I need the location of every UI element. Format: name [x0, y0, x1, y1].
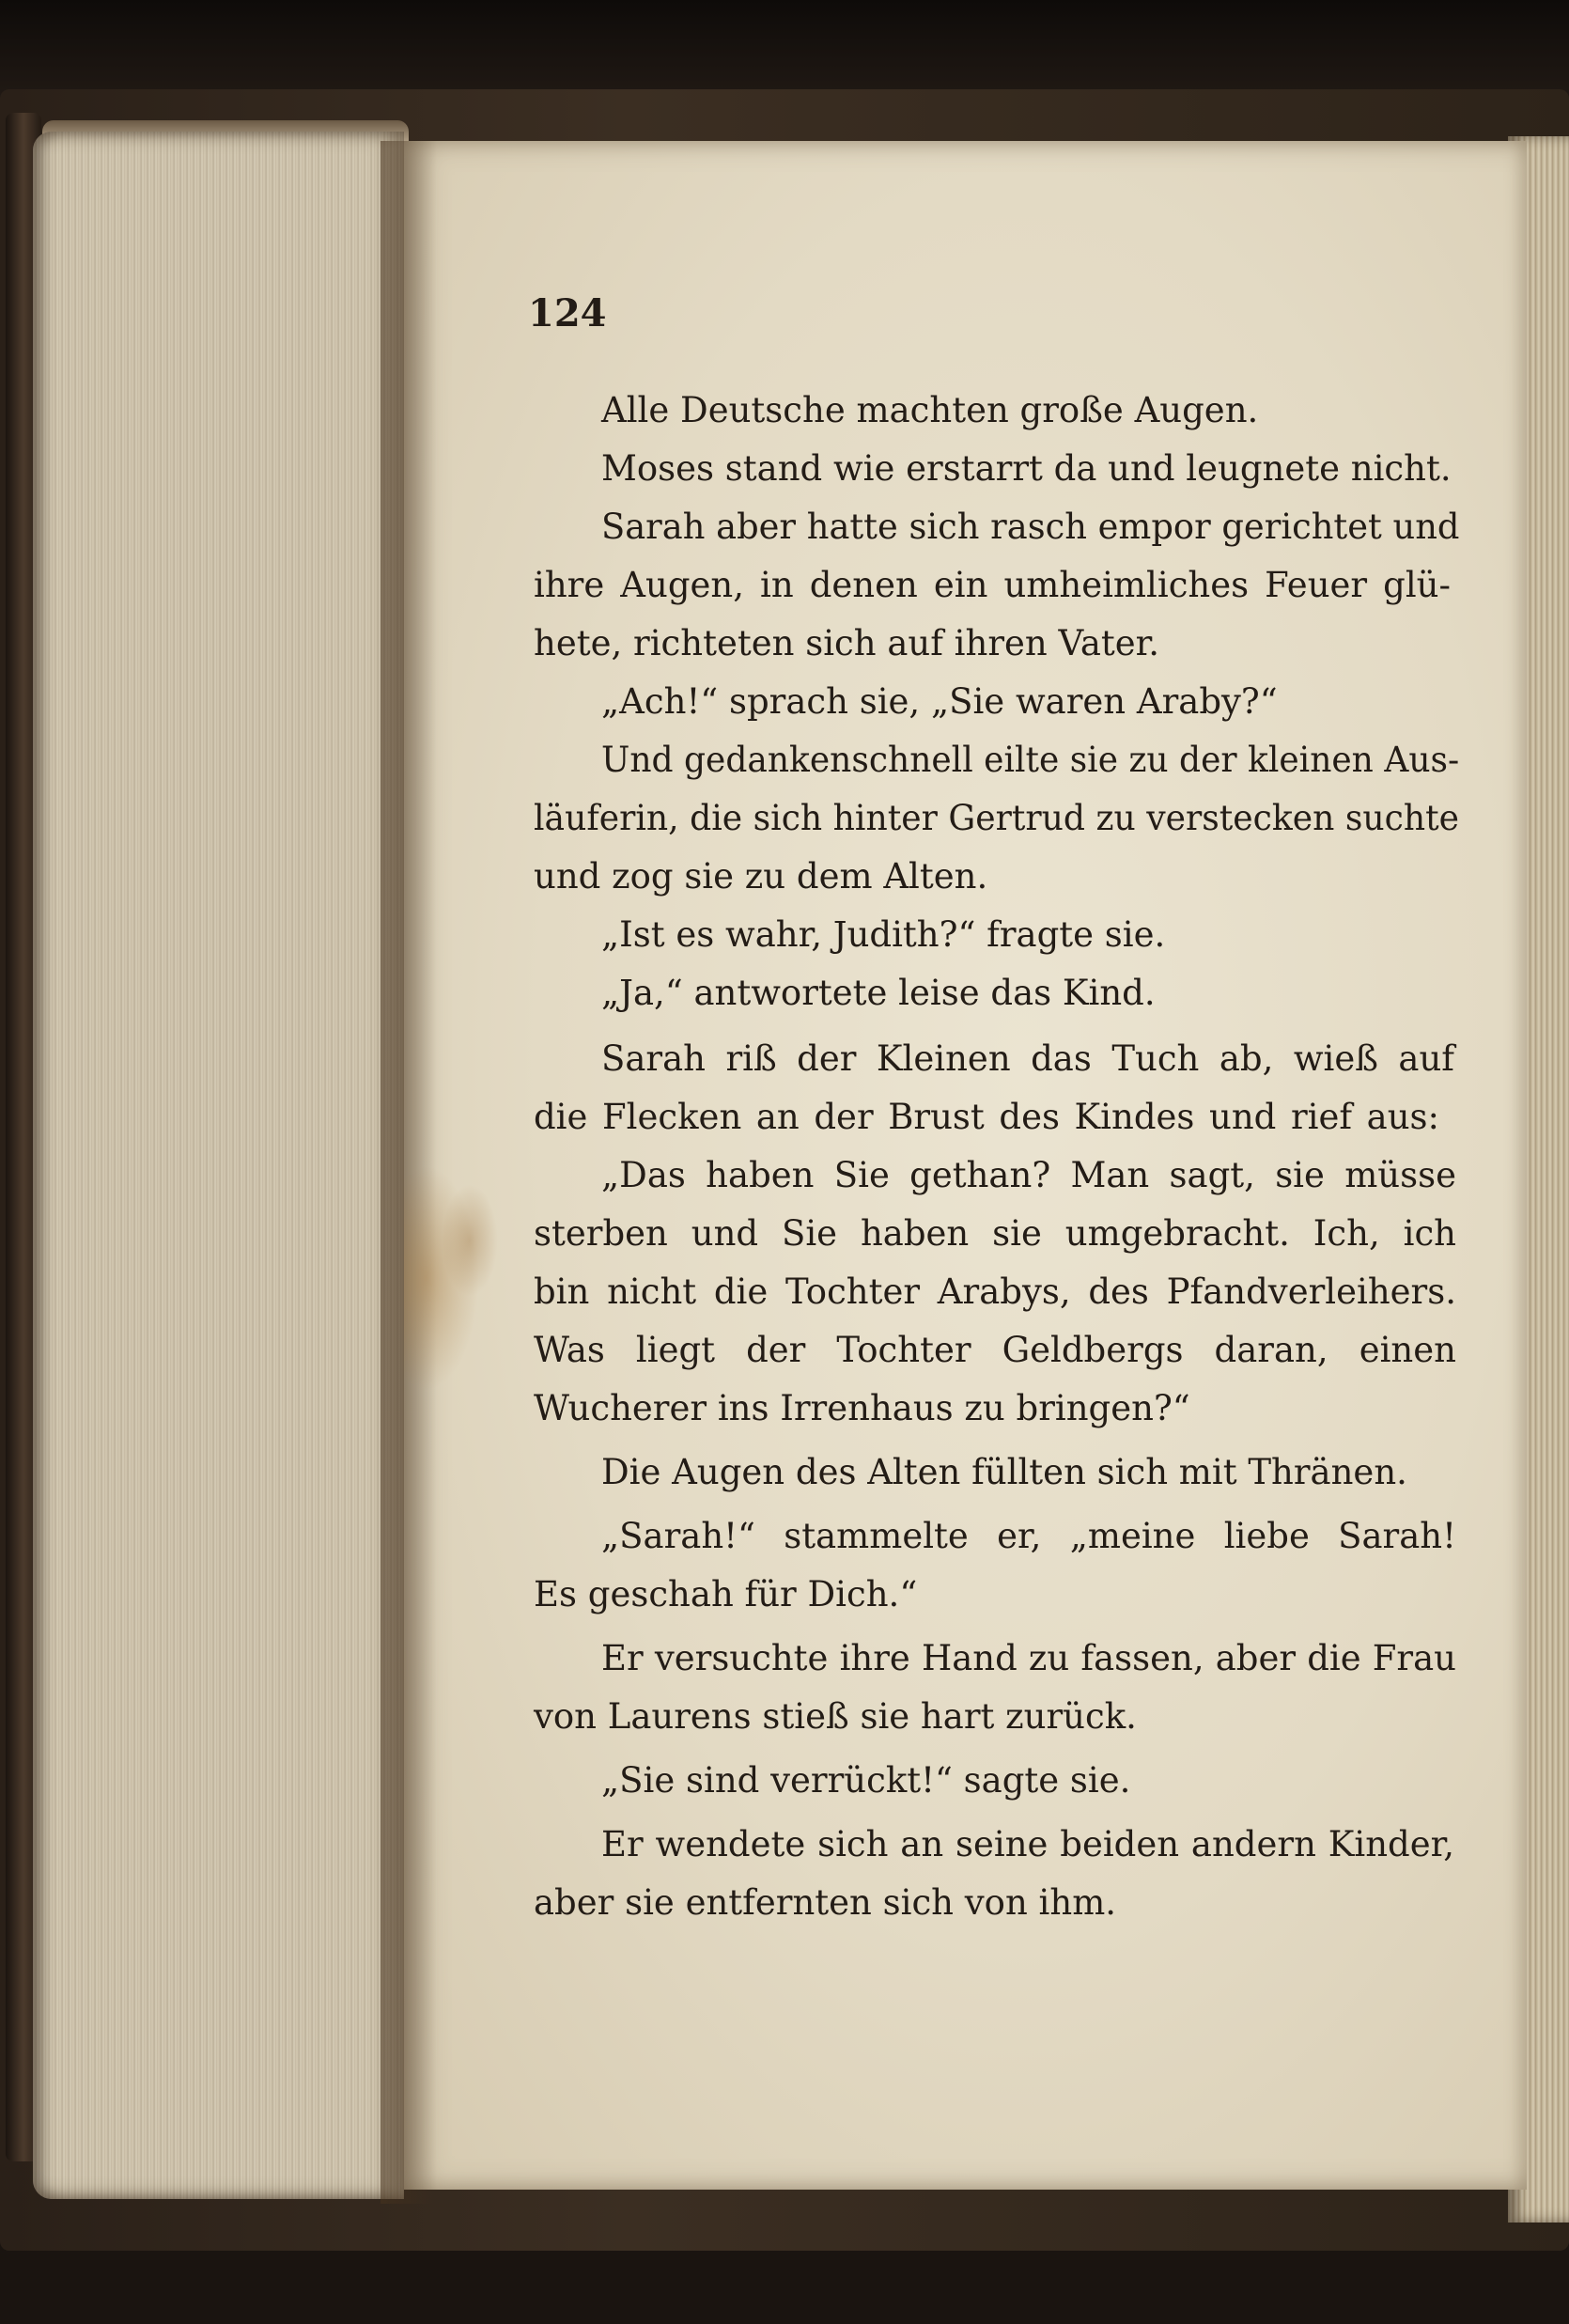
text-line: Moses stand wie erstarrt da und leugnete nicht. — [601, 448, 1452, 489]
text-line: Wucherer ins Irrenhaus zu bringen?“ — [534, 1388, 1190, 1428]
text-line: Er wendete sich an seine beiden andern Kinder, — [601, 1824, 1454, 1864]
page-stack-edge — [33, 132, 404, 2199]
text-line: Was liegt der Tochter Geldbergs daran, einen — [534, 1330, 1456, 1370]
text-line: „Sie sind verrückt!“ sagte sie. — [601, 1760, 1131, 1801]
text-line: sterben und Sie haben sie umgebracht. Ich, ich — [534, 1213, 1456, 1254]
text-line: hete, richteten sich auf ihren Vater. — [534, 623, 1160, 663]
text-line: Er versuchte ihre Hand zu fassen, aber die Frau — [601, 1638, 1456, 1678]
text-line: und zog sie zu dem Alten. — [534, 856, 988, 897]
text-line: Und gedankenschnell eilte sie zu der kleinen Aus- — [601, 740, 1460, 780]
text-line: bin nicht die Tochter Arabys, des Pfandverleihers. — [534, 1271, 1456, 1312]
water-stain-small — [442, 1184, 498, 1297]
text-line: von Laurens stieß sie hart zurück. — [534, 1696, 1137, 1737]
text-line: die Flecken an der Brust des Kindes und rief aus: — [534, 1097, 1439, 1137]
text-line: „Das haben Sie gethan? Man sagt, sie müsse — [601, 1155, 1456, 1195]
text-line: Sarah aber hatte sich rasch empor gerichtet und — [601, 507, 1460, 547]
text-line: aber sie entfernten sich von ihm. — [534, 1882, 1117, 1923]
text-line: „Sarah!“ stammelte er, „meine liebe Sarah! — [601, 1516, 1456, 1556]
text-line: Sarah riß der Kleinen das Tuch ab, wieß auf — [601, 1038, 1454, 1079]
page-number: 124 — [528, 291, 607, 335]
text-line: „Ist es wahr, Judith?“ fragte sie. — [601, 914, 1166, 955]
text-line: ihre Augen, in denen ein umheimliches Feuer glü- — [534, 565, 1451, 605]
text-line: Alle Deutsche machten große Augen. — [601, 390, 1259, 430]
text-line: Es geschah für Dich.“ — [534, 1574, 918, 1614]
text-line: „Ja,“ antwortete leise das Kind. — [601, 973, 1156, 1013]
text-line: Die Augen des Alten füllten sich mit Thränen. — [601, 1452, 1407, 1492]
text-line: „Ach!“ sprach sie, „Sie waren Araby?“ — [601, 681, 1278, 722]
text-line: läuferin, die sich hinter Gertrud zu verstecken suchte — [534, 798, 1460, 838]
